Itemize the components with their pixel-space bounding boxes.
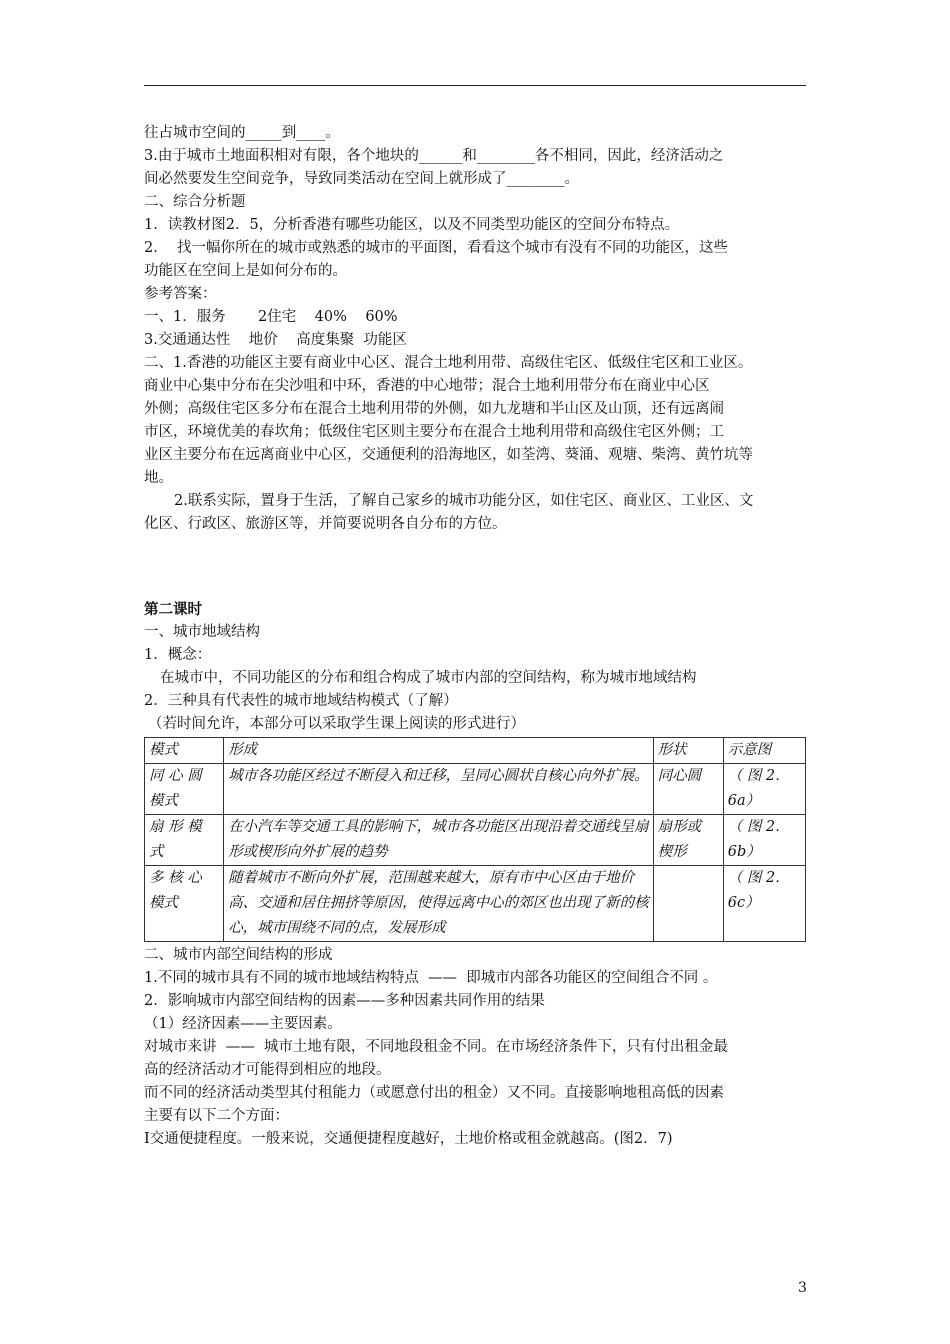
text-line: （1）经济因素——主要因素。	[144, 1016, 342, 1032]
text-line: 业区主要分布在远离商业中心区，交通便利的沿海地区，如荃湾、葵涌、观塘、柴湾、黄竹坑等	[144, 447, 753, 463]
text-line: 在城市中，不同功能区的分布和组合构成了城市内部的空间结构，称为城市地域结构	[160, 670, 697, 686]
section-heading: 一、城市地域结构	[144, 624, 260, 640]
section-heading: 二、城市内部空间结构的形成	[144, 947, 333, 963]
text-line: （若时间允许，本部分可以采取学生课上阅读的形式进行）	[148, 716, 525, 732]
table-cell: 同心圆	[653, 764, 723, 815]
table-cell: 随着城市不断向外扩展，范围越来越大，原有市中心区由于地价高、交通和居住拥挤等原因，使得远离中心的郊区也出现了新的核心，城市围绕不同的点，发展形成	[224, 866, 653, 942]
table-cell	[653, 866, 723, 942]
text-line: 1．读教材图2．5，分析香港有哪些功能区，以及不同类型功能区的空间分布特点。	[144, 217, 680, 233]
text-line: 2.联系实际，置身于生活，了解自己家乡的城市功能分区，如住宅区、商业区、工业区、文	[174, 493, 754, 509]
table-cell: 扇形或 楔形	[653, 815, 723, 866]
text-line: 主要有以下二个方面：	[144, 1108, 289, 1124]
section-heading: 二、综合分析题	[144, 194, 246, 210]
table-row	[145, 815, 806, 866]
text-line: 3.交通通达性 地价 高度集聚 功能区	[144, 332, 407, 348]
header-rule	[144, 85, 806, 86]
text-line: 外侧；高级住宅区多分布在混合土地利用带的外侧，如九龙塘和半山区及山顶，还有远离闹	[144, 401, 724, 417]
text-line: Ⅰ交通便捷程度。一般来说，交通便捷程度越好，土地价格或租金就越高。(图2．7)	[144, 1131, 673, 1147]
text-line: 功能区在空间上是如何分布的。	[144, 263, 347, 279]
table-cell: 在小汽车等交通工具的影响下，城市各功能区出现沿着交通线呈扇形或楔形向外扩展的趋势	[224, 815, 653, 866]
text-line: 地。	[144, 470, 173, 486]
lesson-title: 第二课时	[144, 601, 202, 618]
header-cell: 形成	[224, 738, 653, 764]
text-line: 市区，环境优美的春坎角；低级住宅区则主要分布在混合土地利用带和高级住宅区外侧；工	[144, 424, 724, 440]
text-line: 1.不同的城市具有不同的城市地域结构特点 —— 即城市内部各功能区的空间组合不同 。	[144, 970, 718, 986]
text-line: 2．三种具有代表性的城市地域结构模式（了解）	[144, 693, 458, 709]
table-header-row	[145, 738, 806, 764]
text-line: 一、1．服务 2住宅 40% 60%	[144, 309, 398, 325]
text-line: 间必然要发生空间竞争，导致同类活动在空间上就形成了________。	[144, 171, 579, 187]
text-line: 商业中心集中分布在尖沙咀和中环，香港的中心地带；混合土地利用带分布在商业中心区	[144, 378, 710, 394]
text-line: 高的经济活动才可能得到相应的地段。	[144, 1062, 391, 1078]
structure-models-table	[144, 737, 806, 942]
table-cell: 扇 形 模 式	[145, 815, 224, 866]
table-cell: 同 心 圆 模式	[145, 764, 224, 815]
text-line: 往占城市空间的_____到____。	[144, 125, 340, 141]
page-content	[144, 122, 809, 1151]
table-cell: 城市各功能区经过不断侵入和迁移，呈同心圆状自核心向外扩展。	[224, 764, 653, 815]
text-line: 2． 找一幅你所在的城市或熟悉的城市的平面图，看看这个城市有没有不同的功能区，这些	[144, 240, 728, 256]
text-line: 对城市来讲 —— 城市土地有限，不同地段租金不同。在市场经济条件下，只有付出租金最	[144, 1039, 728, 1055]
table-row	[145, 866, 806, 942]
text-line: 3.由于城市土地面积相对有限，各个地块的______和________各不相同，因此，经济活动之	[144, 148, 724, 164]
page-number: 3	[798, 1280, 807, 1296]
text-line: 二、1.香港的功能区主要有商业中心区、混合土地利用带、高级住宅区、低级住宅区和工业区。	[144, 355, 753, 371]
header-cell: 示意图	[723, 738, 805, 764]
header-cell: 形状	[653, 738, 723, 764]
table-cell: （ 图 2．6b）	[723, 815, 805, 866]
text-line: 1．概念：	[144, 647, 212, 663]
table-cell: （ 图 2．6c）	[723, 866, 805, 942]
answers-heading: 参考答案：	[144, 286, 217, 302]
spacer	[144, 536, 809, 598]
table-cell: 多 核 心 模式	[145, 866, 224, 942]
table-row	[145, 764, 806, 815]
text-line: 化区、行政区、旅游区等，并简要说明各自分布的方位。	[144, 516, 507, 532]
header-cell: 模式	[145, 738, 224, 764]
table-cell: （ 图 2．6a）	[723, 764, 805, 815]
text-line: 而不同的经济活动类型其付租能力（或愿意付出的租金）又不同。直接影响地租高低的因素	[144, 1085, 724, 1101]
text-line: 2．影响城市内部空间结构的因素——多种因素共同作用的结果	[144, 993, 545, 1009]
